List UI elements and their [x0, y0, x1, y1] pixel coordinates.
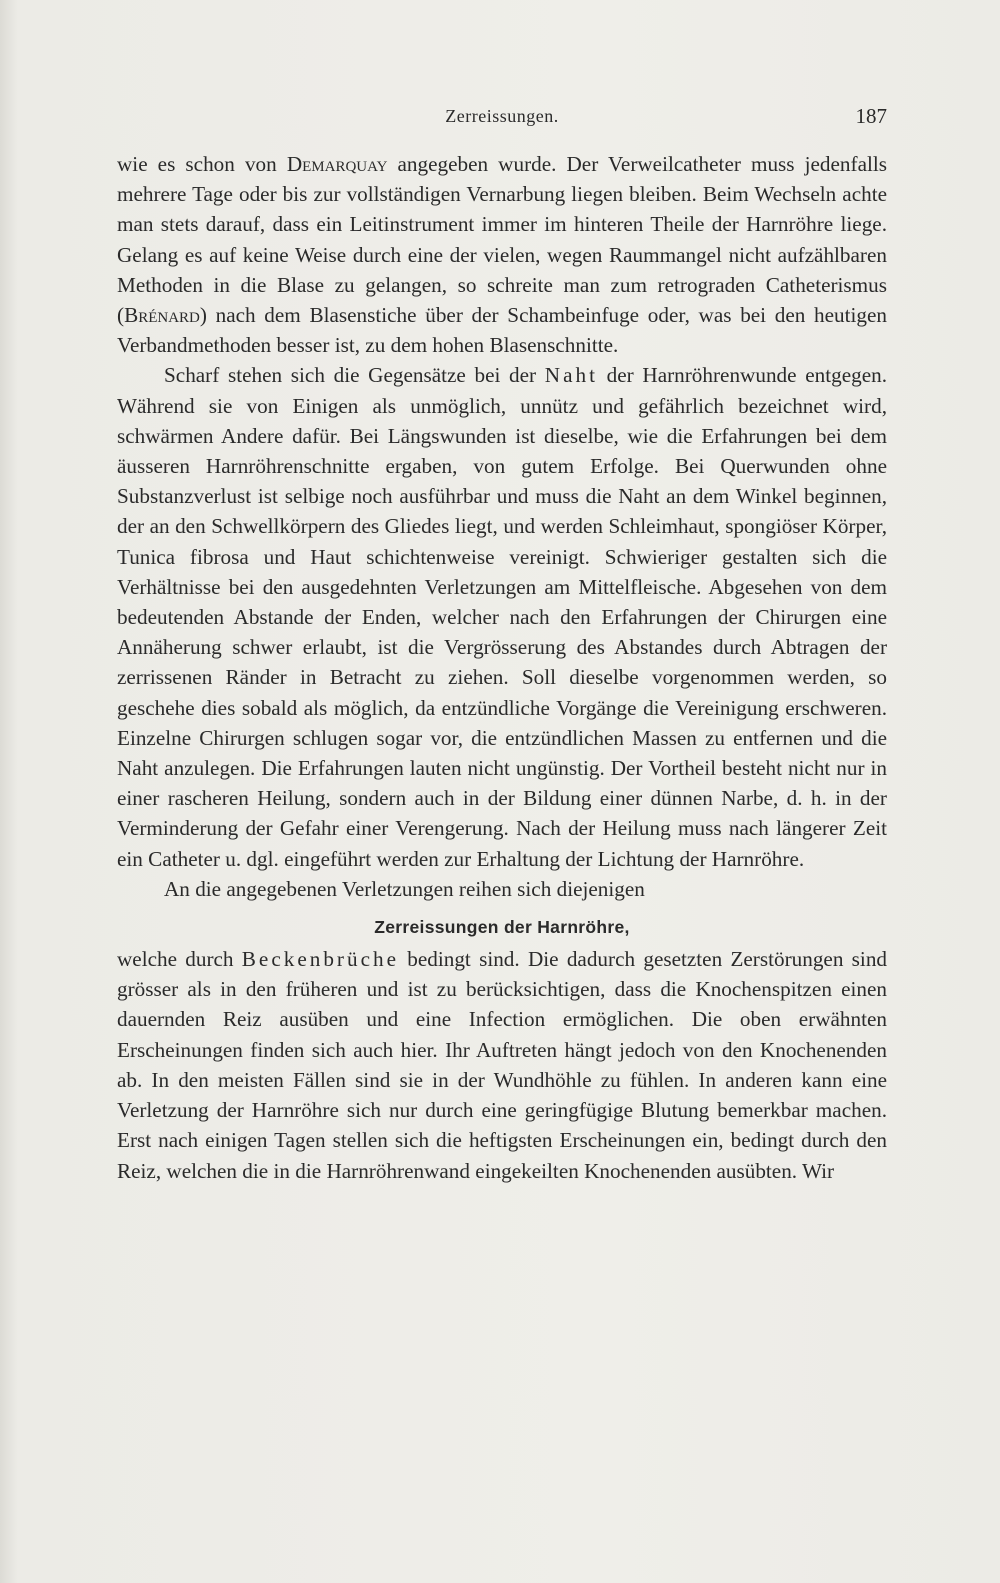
- body-text: [117, 149, 887, 1186]
- author-name-demarquay: Demarquay: [286, 152, 388, 176]
- paragraph-4-text-a: welche durch: [117, 947, 242, 972]
- page-number: 187: [855, 104, 887, 128]
- spaced-term-naht: Naht: [544, 363, 598, 388]
- paragraph-3: An die angegebenen Verletzungen reihen sich diejenigen: [164, 876, 645, 901]
- running-title: Zerreissungen.: [445, 106, 559, 126]
- section-heading: Zerreissungen der Harnröhre,: [374, 917, 630, 938]
- paragraph-1-text-a: wie es schon von: [117, 152, 287, 176]
- running-head: [117, 104, 887, 134]
- author-name-brenard: Brénard: [124, 303, 200, 328]
- paragraph-4: [117, 944, 887, 1186]
- paragraph-1-text-c: ) nach dem Blasenstiche über der Schambeinfuge oder, was bei den heutigen Verbandmethoden besser ist, zu dem hohen Blasenschnitte.: [117, 303, 887, 358]
- paragraph-1-text-b: angegeben wurde. Der Verweilcatheter muss jedenfalls mehrere Tage oder bis zur vollständigen Vernarbung liegen bleiben. Beim Wechseln achte man stets darauf, dass ein Leitinstrument immer im hinteren Theile der Harnröhre liege. Gelang es auf keine Weise durch eine der vielen, wegen Raummangel nicht aufzählbaren Methoden in die Blase zu gelangen, so schreite man zum retrograden Catheterismus (: [117, 152, 888, 328]
- paragraph-2: [117, 360, 887, 873]
- paragraph-1: [117, 149, 887, 360]
- paragraph-2-text-b: der Harnröhrenwunde entgegen. Während sie von Einigen als unmöglich, unnütz und gefährlich bezeichnet wird, schwärmen Andere dafür. Bei Längswunden ist dieselbe, wie die Erfahrungen bei dem äusseren Harnröhrenschnitte ergaben, von gutem Erfolge. Bei Querwunden ohne Substanzverlust ist selbige noch ausführbar und muss die Naht an dem Winkel beginnen, der an den Schwellkörpern des Gliedes liegt, und werden Schleimhaut, spongiöser Körper, Tunica fibrosa und Haut schichtenweise vereinigt. Schwieriger gestalten sich die Verhältnisse bei den ausgedehnten Verletzungen am Mittelfleische. Abgesehen von dem bedeutenden Abstande der Enden, welcher nach den Erfahrungen der Chirurgen eine Annäherung schwer erlaubt, ist die Vergrösserung des Abstandes durch Abtragen der zerrissenen Ränder in Betracht zu ziehen. Soll dieselbe vorgenommen werden, so geschehe dies sobald als möglich, da entzündliche Vorgänge die Vereinigung erschweren. Einzelne Chirurgen schlugen sogar vor, die entzündlichen Massen zu entfernen und die Naht anzulegen. Die Erfahrungen lauten nicht ungünstig. Der Vortheil besteht nicht nur in einer rascheren Heilung, sondern auch in der Bildung einer dünnen Narbe, d. h. in der Verminderung der Gefahr einer Verengerung. Nach der Heilung muss nach längerer Zeit ein Catheter u. dgl. eingeführt werden zur Erhaltung der Lichtung der Harnröhre.: [117, 363, 887, 871]
- paragraph-2-text-a: Scharf stehen sich die Gegensätze bei der: [164, 363, 545, 388]
- paragraph-4-text-b: bedingt sind. Die dadurch gesetzten Zerstörungen sind grösser als in den früheren und ist zu berücksichtigen, dass die Knochenspitzen einen dauernden Reiz ausüben und eine Infection ermöglichen. Die oben erwähnten Erscheinungen finden sich auch hier. Ihr Auftreten hängt jedoch von den Knochenenden ab. In den meisten Fällen sind sie in der Wundhöhle zu fühlen. In anderen kann eine Verletzung der Harnröhre sich nur durch eine geringfügige Blutung bemerkbar machen. Erst nach einigen Tagen stellen sich die heftigsten Erscheinungen ein, bedingt durch den Reiz, welchen die in die Harnröhrenwand eingekeilten Knochenenden ausübten. Wir: [117, 947, 888, 1183]
- spaced-term-beckenbrueche: Beckenbrüche: [241, 947, 399, 972]
